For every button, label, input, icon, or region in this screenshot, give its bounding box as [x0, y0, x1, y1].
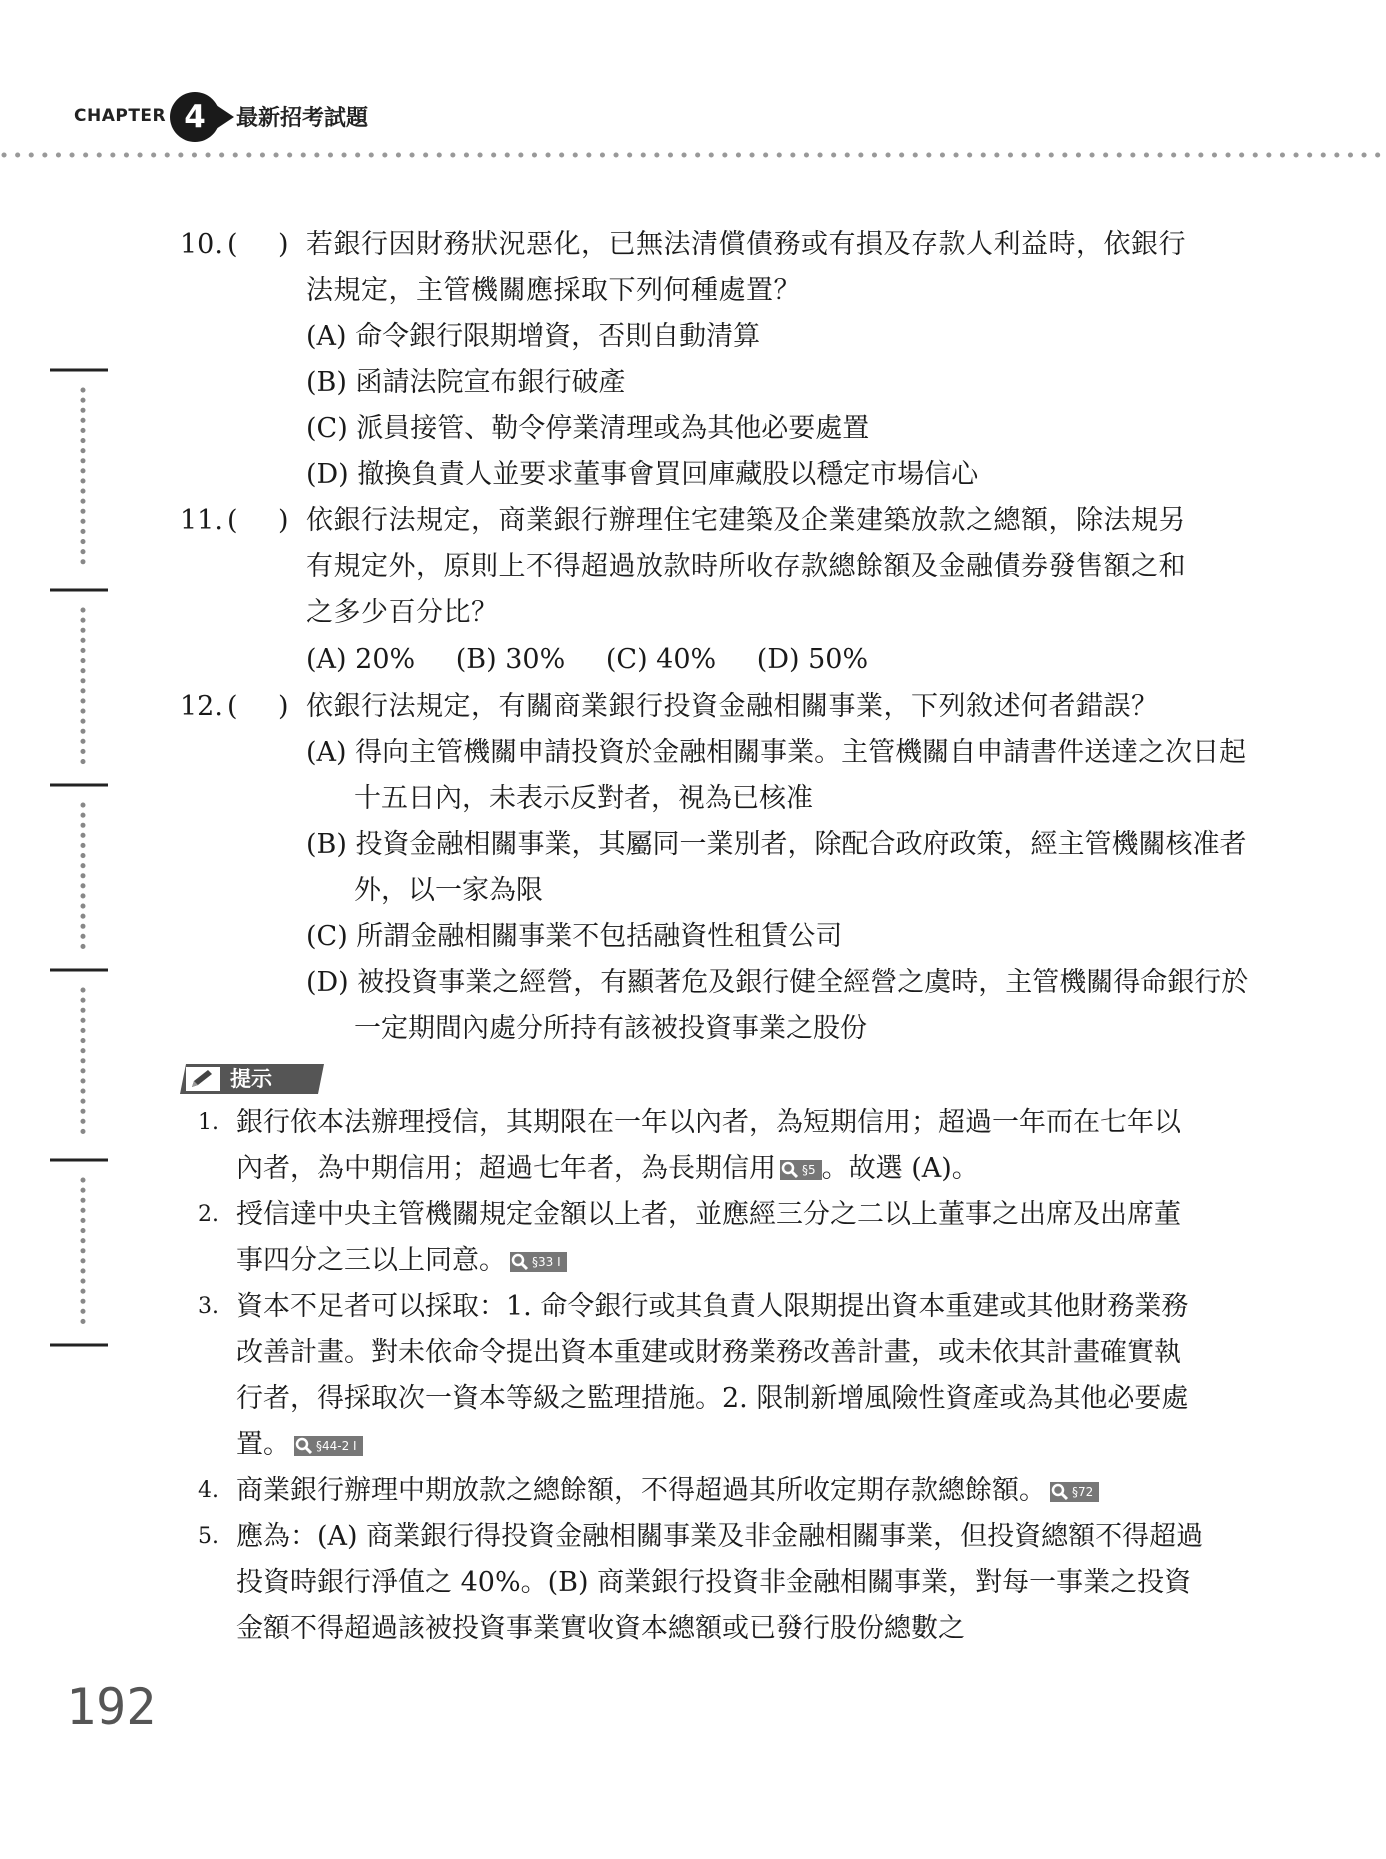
page-number: 192	[66, 1678, 157, 1736]
question-stem: 依銀行法規定，有關商業銀行投資金融相關事業，下列敘述何者錯誤？	[306, 691, 1159, 722]
option-a: (A) 命令銀行限期增資，否則自動清算	[306, 321, 761, 352]
question-11-head	[0, 498, 1386, 544]
law-reference-tag	[1050, 1482, 1099, 1502]
note-number: 5.	[198, 1524, 219, 1549]
magnifier-icon	[295, 1437, 313, 1455]
note-number: 2.	[198, 1202, 219, 1227]
hint-note-4	[198, 1468, 1206, 1514]
answer-blank-right: )	[278, 229, 289, 260]
note-text: 資本不足者可以採取：1. 命令銀行或其負責人限期提出資本重建或其他財務業務改善計畫。對未依命令提出資本重建或財務業務改善計畫，或未依其計畫確實執行者，得採取次一資本等級之監理措施。2. 限制新增風險性資產或為其他必要處置。	[236, 1291, 1189, 1460]
question-number: 10.	[180, 229, 223, 260]
question-stem: 依銀行法規定，商業銀行辦理住宅建築及企業建築放款之總額，除法規另有規定外，原則上不得超過放款時所收存款總餘額及金融債券發售額之和之多少百分比？	[306, 505, 1186, 628]
law-reference-tag	[510, 1252, 567, 1272]
chapter-title: 最新招考試題	[236, 106, 369, 131]
hint-note-3	[198, 1284, 1206, 1468]
note-number: 1.	[198, 1110, 219, 1135]
answer-blank-right: )	[278, 691, 289, 722]
option-c: (C) 所謂金融相關事業不包括融資性租賃公司	[306, 921, 843, 952]
main-content	[0, 222, 1386, 1652]
question-number: 11.	[180, 505, 223, 536]
option-row	[306, 636, 1386, 684]
law-reference-tag	[780, 1160, 822, 1180]
option-c: (C) 40%	[605, 644, 717, 675]
question-10	[0, 222, 1386, 498]
question-12	[0, 684, 1386, 1052]
hint-note-1	[198, 1100, 1206, 1192]
question-11	[0, 498, 1386, 684]
law-reference-tag	[294, 1436, 363, 1456]
answer-blank-left: (	[227, 691, 238, 722]
answer-blank-left: (	[227, 229, 238, 260]
hint-note-5	[198, 1514, 1206, 1652]
option-d: (D) 50%	[756, 644, 869, 675]
option-a: (A) 20%	[306, 644, 416, 675]
note-tail: 。故選 (A)。	[821, 1153, 979, 1184]
question-10-head	[0, 222, 1386, 268]
option-b: (B) 投資金融相關事業，其屬同一業別者，除配合政府政策，經主管機關核准者外，以一家為限	[306, 829, 1247, 906]
option-b: (B) 函請法院宣布銀行破產	[306, 367, 626, 398]
note-text: 應為：(A) 商業銀行得投資金融相關事業及非金融相關事業，但投資總額不得超過投資時銀行淨值之 40%。(B) 商業銀行投資非金融相關事業，對每一事業之投資金額不得超過該被投資事業實收資本總額或已發行股份總數之	[236, 1521, 1204, 1644]
magnifier-icon	[1051, 1483, 1069, 1501]
option-c: (C) 派員接管、勒令停業清理或為其他必要處置	[306, 413, 870, 444]
hint-note-2	[198, 1192, 1206, 1284]
magnifier-icon	[511, 1253, 529, 1271]
note-text: 商業銀行辦理中期放款之總餘額，不得超過其所收定期存款總餘額。	[236, 1475, 1046, 1506]
note-text: 銀行依本法辦理授信，其期限在一年以內者，為短期信用；超過一年而在七年以內者，為中期信用；超過七年者，為長期信用	[236, 1107, 1181, 1184]
question-12-head	[0, 684, 1386, 730]
law-reference: §44-2 I	[316, 1438, 357, 1453]
option-d: (D) 撤換負責人並要求董事會買回庫藏股以穩定市場信心	[306, 459, 979, 490]
answer-blank-right: )	[278, 505, 289, 536]
question-stem: 若銀行因財務狀況惡化，已無法清償債務或有損及存款人利益時，依銀行法規定，主管機關應採取下列何種處置？	[306, 229, 1186, 306]
magnifier-icon	[781, 1161, 799, 1179]
note-text: 授信達中央主管機關規定金額以上者，並應經三分之二以上董事之出席及出席董事四分之三以上同意。	[236, 1199, 1181, 1276]
header-dotted-rule	[0, 150, 1386, 160]
law-reference: §33 I	[532, 1254, 561, 1269]
chapter-header	[74, 92, 874, 142]
law-reference: §5	[802, 1162, 816, 1177]
option-a: (A) 得向主管機關申請投資於金融相關事業。主管機關自申請書件送達之次日起十五日內，未表示反對者，視為已核准	[306, 737, 1247, 814]
law-reference: §72	[1072, 1484, 1094, 1499]
chapter-number: 4	[184, 99, 206, 135]
chapter-word: CHAPTER	[74, 106, 167, 126]
hint-label-text: 提示	[230, 1067, 272, 1091]
option-d: (D) 被投資事業之經營，有顯著危及銀行健全經營之虞時，主管機關得命銀行於一定期間內處分所持有該被投資事業之股份	[306, 967, 1249, 1044]
hint-label	[180, 1064, 324, 1094]
note-number: 3.	[198, 1294, 219, 1319]
question-number: 12.	[180, 691, 223, 722]
option-b: (B) 30%	[455, 644, 566, 675]
note-number: 4.	[198, 1478, 219, 1503]
answer-blank-left: (	[227, 505, 238, 536]
